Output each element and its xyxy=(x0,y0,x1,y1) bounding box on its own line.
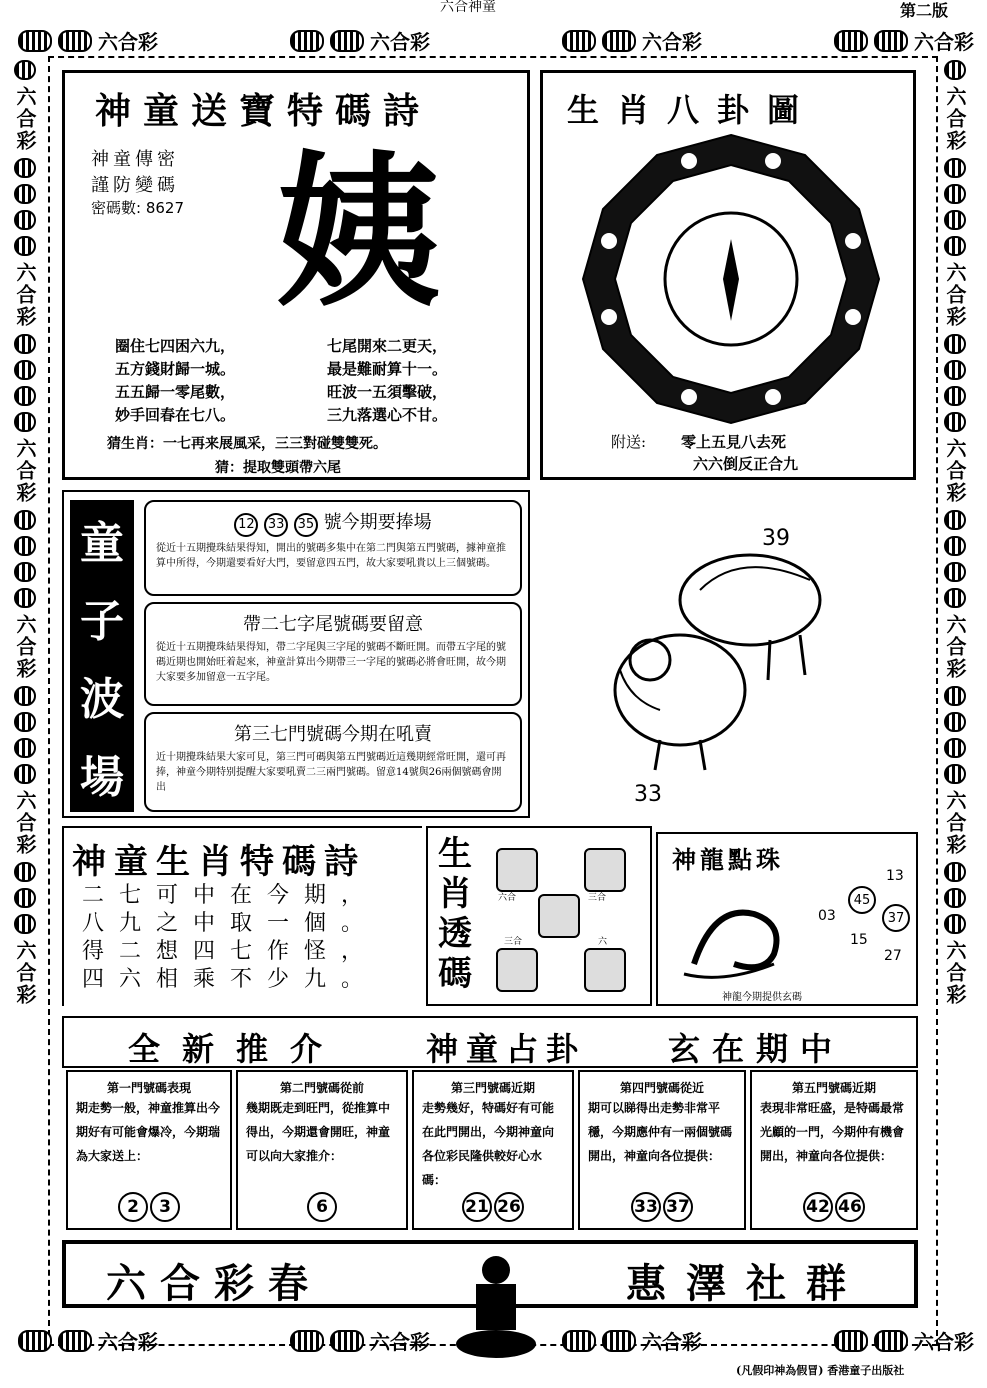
door-number: 3 xyxy=(150,1192,180,1222)
panel-heading: 第三七門號碼今期在吼賣 xyxy=(234,724,432,745)
dragon-caption: 神龍今期提供玄碼 xyxy=(722,992,802,1003)
zodiac-label: 六 xyxy=(598,937,608,947)
door-number: 26 xyxy=(494,1192,524,1222)
panel-body: 從近十五期攪珠結果得知，帶二字尾與三字尾的號碼不斷旺開。而帶五字尾的號碼近期也開始旺着起來，神童計算出今期帶三一字尾的號碼必將會旺開，故今期大家要多加留意一五字尾。 xyxy=(156,642,506,683)
door-head: 第二門號碼從前 xyxy=(279,1081,364,1095)
bagua-title: 生肖八卦圖 xyxy=(567,91,818,129)
mahjong-tile-icon xyxy=(14,712,36,732)
dragon-title: 神龍點珠 xyxy=(672,845,784,874)
poem-title: 神童送寶特碼詩 xyxy=(95,90,432,132)
ram-number-bottom: 33 xyxy=(634,782,662,807)
mahjong-tile-icon xyxy=(944,764,966,784)
mahjong-tile-icon xyxy=(874,30,908,52)
strip-text: 六合彩 xyxy=(943,614,967,680)
bottom-strip xyxy=(18,1326,974,1355)
top-label: 六合神童 xyxy=(440,0,496,15)
mahjong-tile-icon xyxy=(290,30,324,52)
mahjong-tile-icon xyxy=(330,1330,364,1352)
guess-line-2: 猜：提取雙頭帶六尾 xyxy=(215,460,341,476)
door-column xyxy=(750,1070,918,1230)
door-body: 期可以睇得出走勢非常平穩，今期應仲有一兩個號碼開出，神童向各位提供： xyxy=(588,1101,733,1163)
poem-line: 二七可中在今期， xyxy=(82,883,379,908)
strip-text: 六合彩 xyxy=(13,262,37,328)
strip-text: 六合彩 xyxy=(370,30,430,54)
mahjong-tile-icon xyxy=(18,1330,52,1352)
mahjong-tile-icon xyxy=(944,412,966,432)
mahjong-tile-icon xyxy=(14,60,36,80)
strip-text: 六合彩 xyxy=(98,1330,158,1354)
ram-number-top: 39 xyxy=(762,526,790,551)
poem-line: 圈住七四困六九， xyxy=(115,337,236,355)
tongzi-box xyxy=(62,490,530,818)
number-circle: 12 xyxy=(234,513,258,537)
dragon-number-circle: 45 xyxy=(848,886,876,914)
door-number: 33 xyxy=(631,1192,661,1222)
mahjong-tile-icon xyxy=(14,862,36,882)
tongzi-panel-2 xyxy=(144,602,522,706)
bottom-banner xyxy=(62,1240,918,1308)
door-head: 第一門號碼表現 xyxy=(106,1081,191,1095)
code-label: 密碼數: 8627 xyxy=(91,199,184,217)
dragon-number-circle: 37 xyxy=(882,904,910,932)
strip-text: 六合彩 xyxy=(13,438,37,504)
strip-text: 六合彩 xyxy=(642,1330,702,1354)
strip-text: 六合彩 xyxy=(13,86,37,152)
ram-illustration xyxy=(600,520,840,780)
banner-right: 玄在期中 xyxy=(668,1030,845,1068)
mahjong-tile-icon xyxy=(562,30,596,52)
mahjong-tile-icon xyxy=(562,1330,596,1352)
mahjong-tile-icon xyxy=(14,914,36,934)
mahjong-tile-icon xyxy=(14,334,36,354)
title-char: 碼 xyxy=(438,954,472,994)
side-char: 子 xyxy=(80,596,124,647)
tongzi-side-title xyxy=(70,500,134,812)
panel-body: 近十期攪珠結果大家可見，第三門可碼與第五門號碼近這幾期經常旺開，還可再捧，神童今期特别提醒大家要吼賣二三兩門號碼。留意14號與26兩個號碼會開出 xyxy=(156,752,506,793)
mahjong-tile-icon xyxy=(834,30,868,52)
mahjong-tile-icon xyxy=(14,210,36,230)
footer-note: (凡假印神為假冒) 香港童子出版社 xyxy=(736,1364,905,1377)
mahjong-tile-icon xyxy=(944,914,966,934)
zodiac-poem-lines xyxy=(82,882,378,994)
door-number: 2 xyxy=(118,1192,148,1222)
strip-text: 六合彩 xyxy=(13,790,37,856)
panel-heading: 帶二七字尾號碼要留意 xyxy=(243,614,423,635)
zodiac-label: 六合 xyxy=(498,893,517,903)
mahjong-tile-icon xyxy=(944,562,966,582)
mahjong-tile-icon xyxy=(14,510,36,530)
attach-label: 附送: xyxy=(611,433,647,451)
attach-line-1: 零上五見八去死 xyxy=(681,433,787,451)
mahjong-tile-icon xyxy=(944,738,966,758)
strip-text: 六合彩 xyxy=(943,86,967,152)
guess-line-1: 猜生肖：一七再来展風采，三三對碰雙雙死。 xyxy=(107,436,387,452)
door-body: 表現非常旺盛，是特碼最常光顧的一門，今期仲有機會開出，神童向各位提供： xyxy=(760,1101,905,1163)
right-strip xyxy=(942,60,968,1006)
door-number: 21 xyxy=(462,1192,492,1222)
banner-mid: 神童占卦 xyxy=(426,1030,587,1068)
door-column xyxy=(66,1070,232,1230)
dragon-number: 15 xyxy=(850,932,868,948)
mahjong-tile-icon xyxy=(14,588,36,608)
zodiac-label: 三合 xyxy=(504,937,523,947)
mahjong-tile-icon xyxy=(14,158,36,178)
mahjong-tile-icon xyxy=(14,536,36,556)
mahjong-tile-icon xyxy=(14,764,36,784)
mahjong-tile-icon xyxy=(944,686,966,706)
dragon-number: 27 xyxy=(884,948,902,964)
attach-line-2: 六六倒反正合九 xyxy=(693,455,799,473)
mahjong-tile-icon xyxy=(944,862,966,882)
bottom-banner-right: 惠澤社群 xyxy=(626,1260,866,1307)
door-body: 走勢幾好，特碼好有可能在此門開出，今期神童向各位彩民隆供較好心水碼： xyxy=(422,1101,555,1187)
zodiac-card xyxy=(584,848,626,892)
number-circle: 33 xyxy=(264,513,288,537)
dragon-box xyxy=(656,832,918,1006)
poem-left xyxy=(115,335,235,427)
mahjong-tile-icon xyxy=(944,236,966,256)
mahjong-tile-icon xyxy=(14,236,36,256)
title-char: 透 xyxy=(438,914,472,954)
poem-line: 五五歸一零尾數， xyxy=(115,383,236,401)
panel-heading-text: 號今期要捧場 xyxy=(323,512,432,533)
mahjong-tile-icon xyxy=(944,712,966,732)
panel-heading xyxy=(156,508,510,537)
door-number: 6 xyxy=(307,1192,337,1222)
zodiac-card xyxy=(496,848,538,892)
mahjong-tile-icon xyxy=(834,1330,868,1352)
secret-line-1: 神童傳密 xyxy=(91,149,179,170)
zodiac-label: 三合 xyxy=(588,893,607,903)
door-column xyxy=(236,1070,408,1230)
door-body: 期走勢一般，神童推算出今期好有可能會爆冷，今期瑞為大家送上： xyxy=(76,1101,221,1163)
door-head: 第四門號碼從近 xyxy=(619,1081,704,1095)
strip-text: 六合彩 xyxy=(943,262,967,328)
poem-line: 妙手回春在七八。 xyxy=(115,406,236,424)
strip-text: 六合彩 xyxy=(914,30,974,54)
mahjong-tile-icon xyxy=(14,686,36,706)
strip-text: 六合彩 xyxy=(642,30,702,54)
mahjong-tile-icon xyxy=(874,1330,908,1352)
title-char: 生 xyxy=(438,834,472,874)
poem-box xyxy=(62,70,530,480)
mahjong-tile-icon xyxy=(14,386,36,406)
tongzi-panel-1 xyxy=(144,500,522,596)
mahjong-tile-icon xyxy=(14,184,36,204)
poem-line: 五方錢財歸一城。 xyxy=(115,360,236,378)
zodiac-card xyxy=(538,894,580,938)
poem-right xyxy=(327,335,447,427)
strip-text: 六合彩 xyxy=(98,30,158,54)
mahjong-tile-icon xyxy=(944,184,966,204)
poem-line: 四六相乘不少九。 xyxy=(82,967,379,992)
strip-text: 六合彩 xyxy=(943,940,967,1006)
mahjong-tile-icon xyxy=(944,158,966,178)
mahjong-tile-icon xyxy=(14,888,36,908)
big-character: 姨 xyxy=(275,135,440,329)
mahjong-tile-icon xyxy=(944,536,966,556)
mahjong-tile-icon xyxy=(602,30,636,52)
dragon-number: 13 xyxy=(886,868,904,884)
mahjong-tile-icon xyxy=(944,210,966,230)
mahjong-tile-icon xyxy=(944,60,966,80)
side-char: 波 xyxy=(80,674,124,725)
mahjong-tile-icon xyxy=(602,1330,636,1352)
mahjong-tile-icon xyxy=(58,30,92,52)
door-head: 第三門號碼近期 xyxy=(450,1081,535,1095)
side-char: 童 xyxy=(80,518,124,569)
left-strip xyxy=(12,60,38,1006)
door-column xyxy=(578,1070,746,1230)
bagua-box xyxy=(540,70,916,480)
mahjong-tile-icon xyxy=(18,30,52,52)
poem-line: 得二想四七作怪， xyxy=(82,939,379,964)
dragon-illustration xyxy=(674,874,794,984)
tongzi-panel-3 xyxy=(144,712,522,812)
zodiac-poem-box xyxy=(62,826,422,1006)
door-column xyxy=(412,1070,574,1230)
strip-text: 六合彩 xyxy=(13,940,37,1006)
strip-text: 六合彩 xyxy=(13,614,37,680)
mahjong-tile-icon xyxy=(14,412,36,432)
mahjong-tile-icon xyxy=(944,334,966,354)
door-number: 46 xyxy=(835,1192,865,1222)
mahjong-tile-icon xyxy=(58,1330,92,1352)
dragon-number: 03 xyxy=(818,908,836,924)
mahjong-tile-icon xyxy=(944,888,966,908)
strip-text: 六合彩 xyxy=(370,1330,430,1354)
zodiac-tou-title xyxy=(438,834,472,994)
door-head: 第五門號碼近期 xyxy=(791,1081,876,1095)
strip-text: 六合彩 xyxy=(943,438,967,504)
page-label: 第二版 xyxy=(900,1,949,20)
poem-line: 七尾開來二更天， xyxy=(327,337,448,355)
mahjong-tile-icon xyxy=(944,386,966,406)
panel-body: 從近十五期攪珠結果得知，開出的號碼多集中在第二門與第五門號碼，據神童推算中所得，今期還要看好大門，要留意四五門，故大家要吼貴以上三個號碼。 xyxy=(156,542,506,569)
poem-line: 八九之中取一個。 xyxy=(82,911,379,936)
mahjong-tile-icon xyxy=(14,360,36,380)
mahjong-tile-icon xyxy=(290,1330,324,1352)
bagua-diagram xyxy=(579,131,883,427)
recommend-banner xyxy=(62,1016,918,1068)
number-circle: 35 xyxy=(294,513,318,537)
strip-text: 六合彩 xyxy=(943,790,967,856)
strip-text: 六合彩 xyxy=(914,1330,974,1354)
title-char: 肖 xyxy=(438,874,472,914)
zodiac-tou-box xyxy=(426,826,652,1006)
zodiac-card xyxy=(584,948,626,992)
secret-line-2: 謹防變碼 xyxy=(91,175,179,196)
zodiac-card xyxy=(496,948,538,992)
poem-line: 旺波一五須擊破， xyxy=(327,383,448,401)
mahjong-tile-icon xyxy=(944,510,966,530)
door-body: 幾期既走到旺門，從推算中得出，今期還會開旺，神童可以向大家推介： xyxy=(246,1101,391,1163)
door-number: 42 xyxy=(803,1192,833,1222)
banner-left: 全新推介 xyxy=(128,1030,345,1068)
poem-line: 最是難耐算十一。 xyxy=(327,360,448,378)
side-char: 場 xyxy=(80,752,124,803)
door-number: 37 xyxy=(663,1192,693,1222)
top-strip xyxy=(18,26,974,55)
bottom-banner-left: 六合彩春 xyxy=(106,1260,322,1307)
zodiac-poem-title: 神童生肖特碼詩 xyxy=(72,842,366,882)
mahjong-tile-icon xyxy=(14,562,36,582)
mahjong-tile-icon xyxy=(944,588,966,608)
poem-line: 三九落選心不甘。 xyxy=(327,406,448,424)
mahjong-tile-icon xyxy=(330,30,364,52)
mahjong-tile-icon xyxy=(944,360,966,380)
mahjong-tile-icon xyxy=(14,738,36,758)
